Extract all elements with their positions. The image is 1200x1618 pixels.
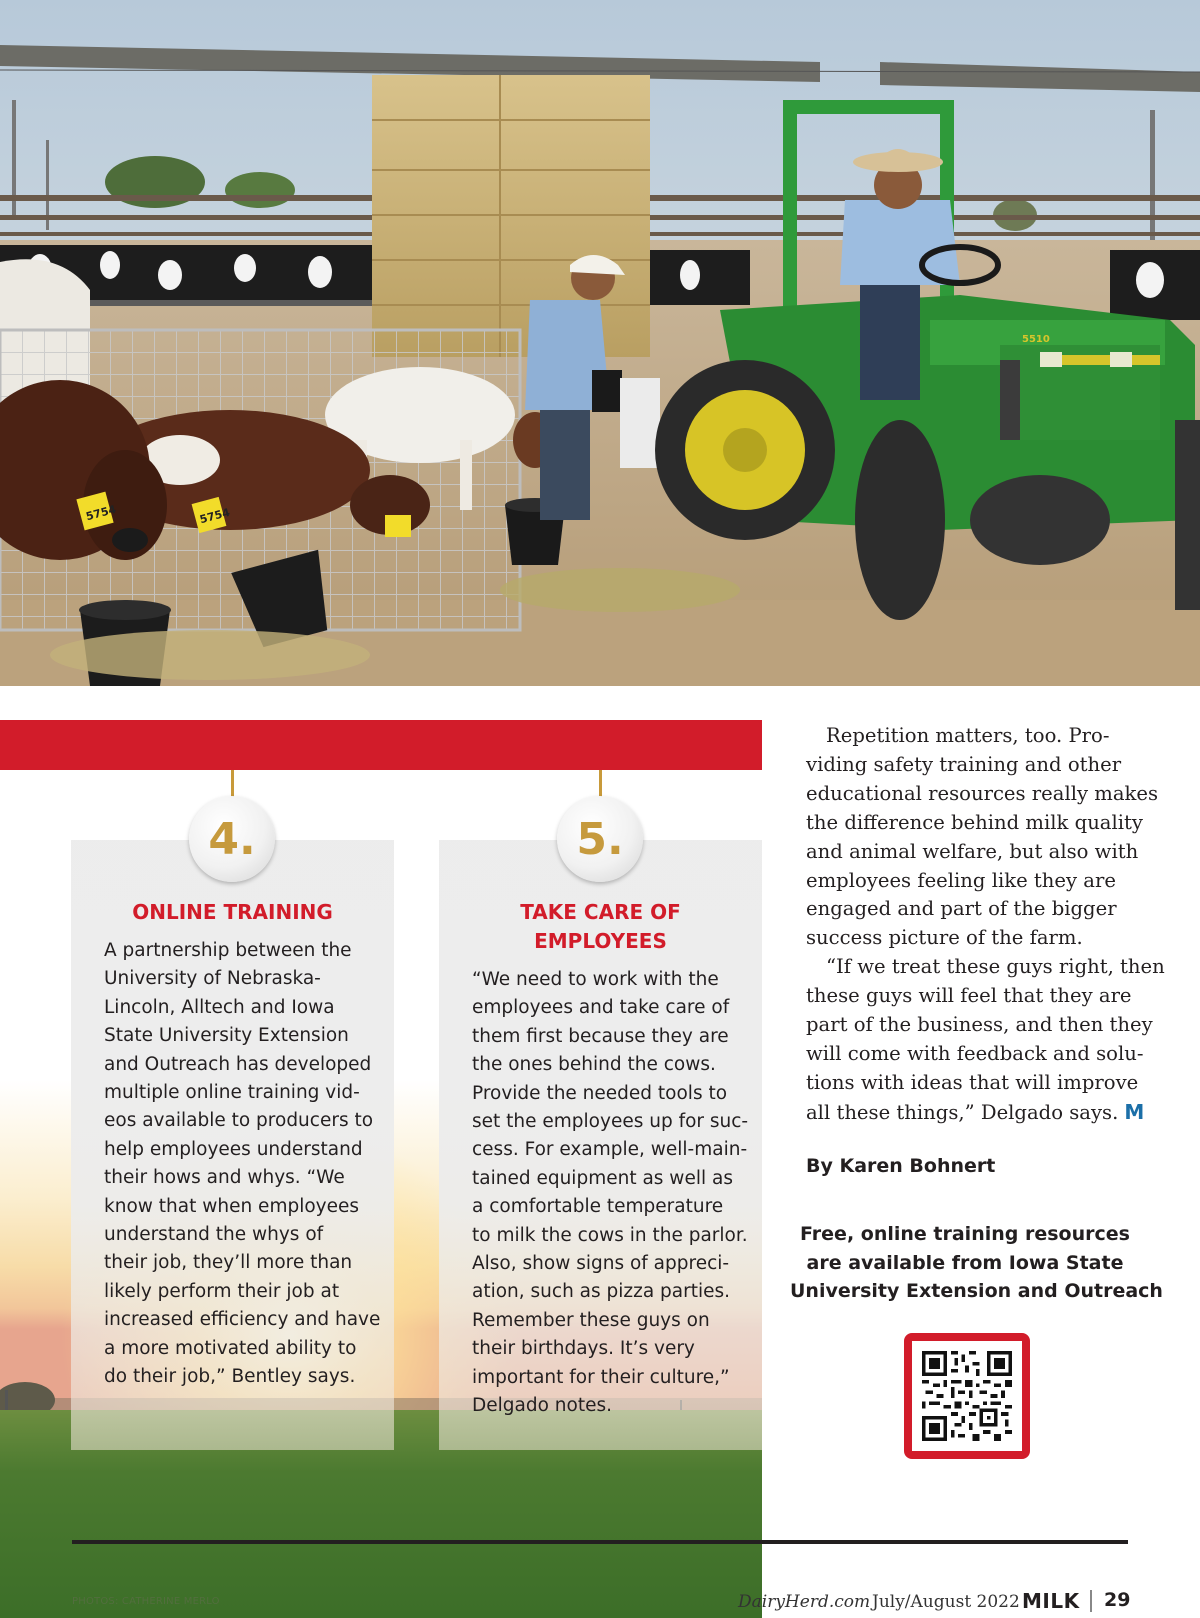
tip-4-number-badge: 4. <box>189 796 275 882</box>
tip-5-title-line: TAKE CARE OF <box>520 900 681 924</box>
footer-rule <box>72 1540 1128 1544</box>
tractor-badge: 5510 <box>1022 334 1050 345</box>
article-line: and animal welfare, but also with <box>806 839 1139 863</box>
tip-4-line: eos available to producers to <box>104 1110 374 1132</box>
ear-tag-2: 5754 <box>198 505 232 527</box>
tip-5-line: a comfortable temperature <box>472 1196 724 1218</box>
tip-5-title-line: EMPLOYEES <box>534 929 667 953</box>
tip-5-line: to milk the cows in the parlor. <box>472 1224 748 1246</box>
article-line: all these things,” Delgado says. <box>806 1100 1119 1124</box>
tip-5-line: Delgado notes. <box>472 1395 612 1417</box>
article-last-line <box>806 1098 1146 1128</box>
article-line: educational resources really makes <box>806 781 1159 805</box>
qr-code[interactable] <box>904 1333 1030 1459</box>
photo-credit: PHOTOS: CATHERINE MERLO <box>72 1596 220 1607</box>
footer-publication-logo: MILK <box>1022 1589 1080 1613</box>
tip-5-body <box>472 966 748 1421</box>
resources-line: University Extension and Outreach <box>790 1280 1163 1302</box>
tip-5-line: Provide the needed tools to <box>472 1082 728 1104</box>
article-line: will come with feedback and solu- <box>806 1041 1144 1065</box>
byline: By Karen Bohnert <box>806 1155 996 1177</box>
article-line: engaged and part of the bigger <box>806 897 1117 921</box>
tip-4-line: a more motivated ability to <box>104 1337 357 1359</box>
ear-tag-1: 5754 <box>84 502 118 524</box>
section-header-bar <box>0 720 762 770</box>
tip-5-line: ation, such as pizza parties. <box>472 1281 731 1303</box>
tip-5-line: cess. For example, well-main- <box>472 1139 748 1161</box>
tip-5-line: tained equipment as well as <box>472 1167 733 1189</box>
tip-4-line: University of Nebraska- <box>104 968 321 990</box>
tip-5-line: “We need to work with the <box>472 969 719 990</box>
article-line: success picture of the farm. <box>806 926 1083 950</box>
tip-4-line: help employees understand <box>104 1138 363 1160</box>
tip-5-line: employees and take care of <box>472 997 730 1019</box>
article-line: employees feeling like they are <box>806 868 1116 892</box>
article-line: “If we treat these guys right, then <box>826 955 1165 979</box>
tip-4-line: their job, they’ll more than <box>104 1252 353 1274</box>
article-line: these guys will feel that they are <box>806 984 1132 1008</box>
tip-5-line: Also, show signs of appreci- <box>472 1253 730 1275</box>
tip-4-line: State University Extension <box>104 1025 349 1047</box>
tip-4-line: multiple online training vid- <box>104 1082 360 1104</box>
resources-line: Free, online training resources <box>800 1223 1130 1245</box>
end-of-story-mark: M <box>1124 1099 1145 1124</box>
article-line: tions with ideas that will improve <box>806 1070 1139 1094</box>
qr-code-icon <box>922 1351 1012 1441</box>
page-number: 29 <box>1104 1589 1131 1611</box>
tip-4-line: their hows and whys. “We <box>104 1167 345 1189</box>
article-line: Repetition matters, too. Pro- <box>826 724 1110 747</box>
footer-separator <box>1090 1590 1092 1612</box>
tip-5-number-badge: 5. <box>557 796 643 882</box>
tip-4-line: and Outreach has developed <box>104 1053 372 1075</box>
tip-4-line: A partnership between the <box>104 940 352 961</box>
tip-5-title <box>439 898 762 956</box>
article-line: viding safety training and other <box>806 752 1122 776</box>
footer-issue-date: July/August 2022 <box>872 1592 1020 1612</box>
tip-5-connector <box>599 770 602 798</box>
article-line: the difference behind milk quality <box>806 810 1143 834</box>
article-paragraph-2 <box>806 953 1165 1127</box>
article-paragraph-1 <box>806 722 1159 953</box>
tip-5-line: them first because they are <box>472 1025 729 1047</box>
tip-4-line: increased efficiency and have <box>104 1309 381 1331</box>
tip-5-line: their birthdays. It’s very <box>472 1338 695 1360</box>
tip-4-title: ONLINE TRAINING <box>132 900 333 924</box>
footer-website[interactable]: DairyHerd.com <box>738 1592 871 1612</box>
hero-photo <box>0 0 1200 686</box>
tip-5-line: Remember these guys on <box>472 1309 710 1331</box>
tip-5-line: set the employees up for suc- <box>472 1111 749 1133</box>
tip-5-line: the ones behind the cows. <box>472 1054 716 1076</box>
article-body <box>806 722 1165 1128</box>
tip-4-line: Lincoln, Alltech and Iowa <box>104 996 335 1018</box>
tip-4-line: know that when employees <box>104 1195 360 1217</box>
tip-4-body <box>104 937 380 1392</box>
training-resources-callout <box>790 1220 1163 1306</box>
article-line: part of the business, and then they <box>806 1013 1153 1037</box>
tip-4-line: likely perform their job at <box>104 1280 340 1302</box>
tip-4-connector <box>231 770 234 798</box>
tip-4-line: understand the whys of <box>104 1224 324 1246</box>
tip-4-line: do their job,” Bentley says. <box>104 1366 356 1388</box>
tip-5-line: important for their culture,” <box>472 1366 730 1388</box>
resources-line: are available from Iowa State <box>806 1251 1124 1274</box>
